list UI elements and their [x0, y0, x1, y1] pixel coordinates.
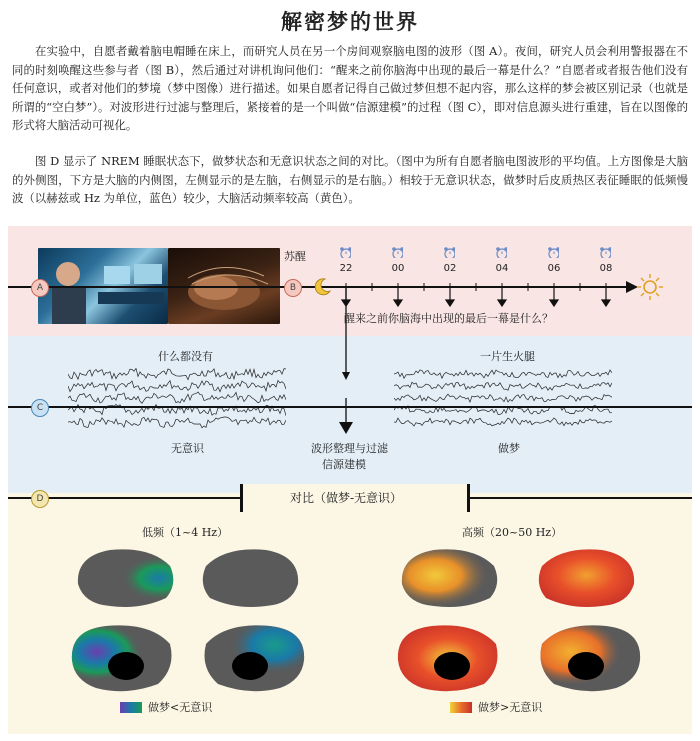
legend-low-label: 做梦<无意识 [148, 701, 213, 714]
wake-question: 醒来之前你脑海中出现的最后一幕是什么？ [344, 312, 553, 325]
marker-c: C [31, 399, 49, 417]
timeline-line-d-right [464, 497, 692, 499]
alarm-clock-icon [391, 246, 403, 258]
hour-label: 00 [391, 263, 405, 274]
brain-low-right-lateral [196, 544, 306, 614]
eeg-trace [394, 382, 612, 390]
timeline-line-c [8, 406, 692, 408]
alarm-clock-icon [599, 246, 611, 258]
hour-label: 08 [599, 263, 613, 274]
legend-high-label: 做梦>无意识 [478, 701, 543, 714]
sun-icon [636, 273, 664, 301]
paragraph-2: 图 D 显示了 NREM 睡眠状态下，做梦状态和无意识状态之间的对比。（图中为所有自愿者脑电图波形的平均值。上方图像是大脑的外侧图，下方是大脑的内侧图，左侧显示的是左脑，右侧显示的是右脑。）相较于无意识状态，做梦时后皮质热区表征睡眠的低频慢波（以赫兹或 Hz 为单位，蓝色）较少，大脑活动频率较高（黄色）。 [12, 154, 688, 205]
eeg-left-caption: 无意识 [171, 442, 204, 455]
alarm-clock-icon [443, 246, 455, 258]
brain-high-right-medial [536, 620, 646, 700]
legend-low-swatch [120, 702, 142, 713]
eeg-waveform-dreaming [394, 368, 612, 432]
eeg-trace [68, 417, 286, 428]
brain-low-right-medial [200, 620, 310, 700]
experiment-figure [8, 226, 692, 734]
eeg-waveform-unconscious [68, 368, 286, 432]
page-title: 解密梦的世界 [281, 9, 419, 34]
eeg-trace [394, 394, 612, 402]
hour-label: 02 [443, 263, 457, 274]
marker-d: D [31, 490, 49, 508]
brain-high-left-lateral [394, 544, 504, 614]
eeg-trace [68, 381, 286, 392]
hour-label: 22 [339, 263, 353, 274]
marker-b: B [284, 279, 302, 297]
paragraph-1: 在实验中，自愿者戴着脑电帽睡在床上，而研究人员在另一个房间观察脑电图的波形（图 A）。夜间，研究人员会利用警报器在不同的时刻唤醒这些参与者（图 B），然后通过对讲机询问他们：“醒来之前你脑海中出现的最后一幕是什么？”自愿者或者报告他们没有任何意识，或者对他们的梦境（梦中图像）进行描述。如果自愿者记得自己做过梦但想不起内容，那么这样的梦会被区别记录（也就是所谓的“空白梦”）。对波形进行过滤与整理后，紧接着的是一个叫做“信源建模”的过程（图 C），即对信息源头进行重建，旨在以图像的形式将大脑活动可视化。 [12, 44, 688, 132]
wake-label: 苏醒 [284, 250, 306, 263]
contrast-label: 对比（做梦-无意识） [290, 491, 403, 505]
flow-arrow [336, 288, 356, 438]
brain-low-left-lateral [70, 544, 180, 614]
process-label-filtering: 波形整理与过滤 [311, 442, 388, 455]
marker-a: A [31, 279, 49, 297]
legend-high-swatch [450, 702, 472, 713]
hour-label: 06 [547, 263, 561, 274]
eeg-right-caption: 做梦 [498, 442, 520, 455]
alarm-clock-icon [339, 246, 351, 258]
brain-high-left-medial [392, 620, 502, 700]
eeg-left-title: 什么都没有 [158, 350, 213, 363]
alarm-clock-icon [547, 246, 559, 258]
moon-icon [312, 277, 332, 297]
eeg-trace [394, 418, 612, 426]
eeg-trace [68, 392, 286, 403]
alarm-clock-icon [495, 246, 507, 258]
hour-label: 04 [495, 263, 509, 274]
brain-low-left-medial [66, 620, 176, 700]
high-frequency-label: 高频（20~50 Hz） [462, 526, 563, 539]
eeg-right-title: 一片生火腿 [480, 350, 535, 363]
process-label-source-modeling: 信源建模 [322, 458, 366, 471]
eeg-trace [394, 370, 612, 378]
brain-high-right-lateral [532, 544, 642, 614]
eeg-trace [68, 368, 286, 379]
low-frequency-label: 低频（1~4 Hz） [142, 526, 229, 539]
